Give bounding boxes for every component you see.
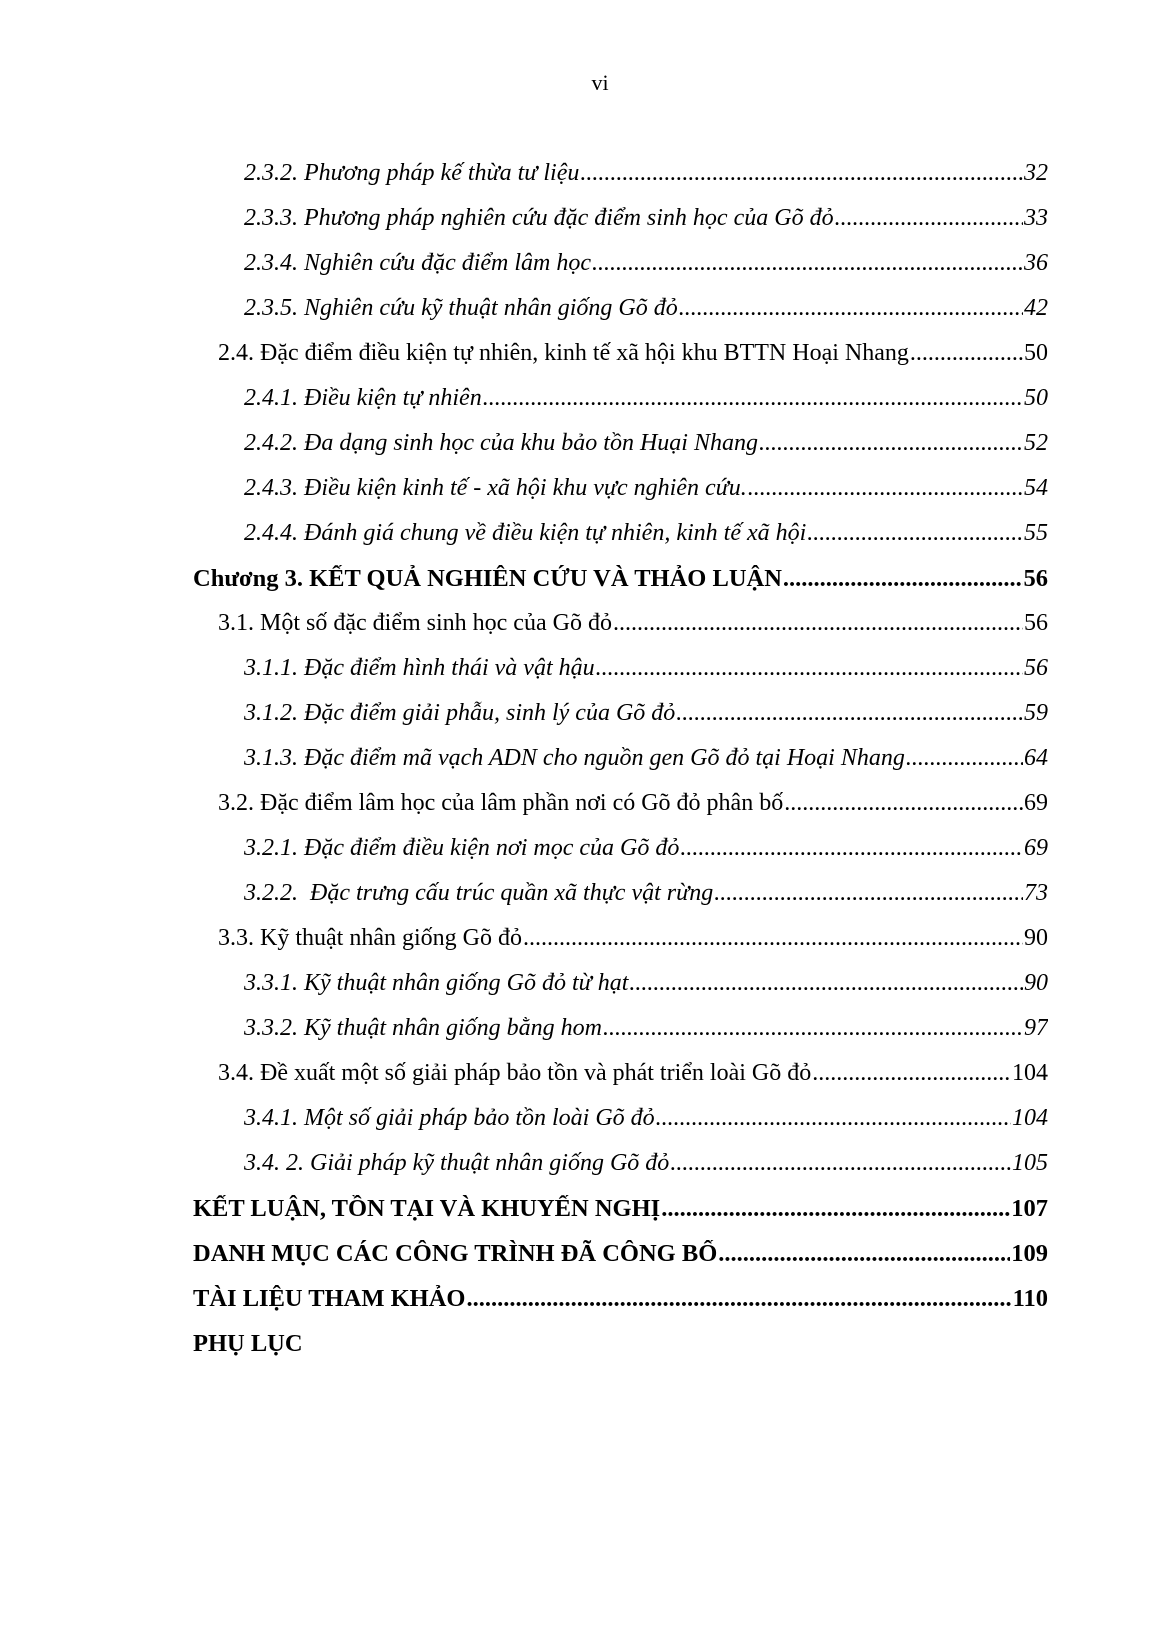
toc-entry-label: 3.3.1. Kỹ thuật nhân giống Gõ đỏ từ hạt bbox=[244, 970, 629, 996]
toc-entry-appendix[interactable] bbox=[193, 1330, 1048, 1364]
toc-leader-dots bbox=[718, 1240, 1010, 1268]
toc-leader-dots bbox=[680, 835, 1023, 862]
toc-entry-2-3-4[interactable] bbox=[244, 250, 1048, 284]
toc-leader-dots bbox=[784, 790, 1023, 817]
toc-entry-label: 3.4.1. Một số giải pháp bảo tồn loài Gõ đỏ bbox=[244, 1105, 655, 1131]
toc-entry-2-3-2[interactable] bbox=[244, 160, 1048, 194]
toc-entry-label: Chương 3. KẾT QUẢ NGHIÊN CỨU VÀ THẢO LUẬN bbox=[193, 565, 782, 592]
toc-leader-dots bbox=[580, 160, 1023, 187]
toc-entry-2-4-3[interactable] bbox=[244, 475, 1048, 509]
toc-entry-3-1[interactable] bbox=[218, 610, 1048, 644]
toc-entry-label: 2.4.1. Điều kiện tự nhiên bbox=[244, 385, 482, 411]
toc-leader-dots bbox=[807, 520, 1023, 547]
toc-entry-label: 3.4. Đề xuất một số giải pháp bảo tồn và phát triển loài Gõ đỏ bbox=[218, 1060, 812, 1086]
toc-entry-label: 3.2.2. Đặc trưng cấu trúc quần xã thực vật rừng bbox=[244, 880, 714, 906]
toc-leader-dots bbox=[759, 430, 1023, 457]
toc-entry-2-3-3[interactable] bbox=[244, 205, 1048, 239]
toc-leader-dots bbox=[656, 1105, 1011, 1132]
toc-leader-dots bbox=[661, 1195, 1010, 1223]
toc-leader-dots bbox=[676, 700, 1023, 727]
toc-entry-label: 2.3.5. Nghiên cứu kỹ thuật nhân giống Gõ đỏ bbox=[244, 295, 678, 321]
toc-leader-dots bbox=[783, 565, 1023, 593]
toc-leader-dots bbox=[812, 1060, 1011, 1087]
toc-entry-3-1-2[interactable] bbox=[244, 700, 1048, 734]
toc-entry-page: 109 bbox=[1011, 1240, 1048, 1267]
toc-leader-dots bbox=[670, 1150, 1011, 1177]
toc-entry-3-2[interactable] bbox=[218, 790, 1048, 824]
toc-entry-label: 2.3.3. Phương pháp nghiên cứu đặc điểm sinh học của Gõ đỏ bbox=[244, 205, 834, 231]
toc-entry-page: 107 bbox=[1011, 1195, 1048, 1222]
toc-entry-label: 3.1.3. Đặc điểm mã vạch ADN cho nguồn gen Gõ đỏ tại Hoại Nhang bbox=[244, 745, 905, 771]
toc-entry-3-1-1[interactable] bbox=[244, 655, 1048, 689]
toc-entry-label: 2.4. Đặc điểm điều kiện tự nhiên, kinh tế xã hội khu BTTN Hoại Nhang bbox=[218, 340, 909, 366]
toc-leader-dots bbox=[523, 925, 1023, 952]
toc-entry-2-3-5[interactable] bbox=[244, 295, 1048, 329]
toc-entry-page: 64 bbox=[1024, 745, 1048, 771]
toc-entry-3-3[interactable] bbox=[218, 925, 1048, 959]
toc-entry-chapter-3[interactable] bbox=[193, 565, 1048, 599]
toc-entry-page: 104 bbox=[1012, 1105, 1048, 1131]
toc-entry-page: 97 bbox=[1024, 1015, 1048, 1041]
toc-entry-page: 56 bbox=[1023, 565, 1048, 592]
toc-entry-conclusions[interactable] bbox=[193, 1195, 1048, 1229]
toc-entry-page: 36 bbox=[1024, 250, 1048, 276]
toc-entry-page: 90 bbox=[1024, 970, 1048, 996]
toc-entry-label: 3.3.2. Kỹ thuật nhân giống bằng hom bbox=[244, 1015, 602, 1041]
toc-leader-dots bbox=[629, 970, 1023, 997]
toc-entry-page: 110 bbox=[1012, 1285, 1048, 1312]
toc-entry-label: 3.3. Kỹ thuật nhân giống Gõ đỏ bbox=[218, 925, 522, 951]
toc-entry-label: 3.1.2. Đặc điểm giải phẫu, sinh lý của Gõ đỏ bbox=[244, 700, 676, 726]
toc-entry-page: 55 bbox=[1024, 520, 1048, 546]
toc-entry-3-2-2[interactable] bbox=[244, 880, 1048, 914]
toc-entry-2-4[interactable] bbox=[218, 340, 1048, 374]
toc-entry-label: 2.3.4. Nghiên cứu đặc điểm lâm học bbox=[244, 250, 592, 276]
toc-entry-page: 42 bbox=[1024, 295, 1048, 321]
toc-leader-dots bbox=[906, 745, 1023, 772]
toc-entry-page: 56 bbox=[1024, 655, 1048, 681]
toc-entry-label: DANH MỤC CÁC CÔNG TRÌNH ĐÃ CÔNG BỐ bbox=[193, 1240, 718, 1267]
page-number: vi bbox=[591, 70, 609, 95]
toc-entry-publications[interactable] bbox=[193, 1240, 1048, 1274]
toc-leader-dots bbox=[679, 295, 1023, 322]
toc-leader-dots bbox=[613, 610, 1023, 637]
toc-entry-label: 2.4.2. Đa dạng sinh học của khu bảo tồn Huại Nhang bbox=[244, 430, 758, 456]
toc-leader-dots bbox=[483, 385, 1023, 412]
toc-entry-2-4-4[interactable] bbox=[244, 520, 1048, 554]
toc-entry-3-4-1[interactable] bbox=[244, 1105, 1048, 1139]
toc-entry-label: 2.3.2. Phương pháp kế thừa tư liệu bbox=[244, 160, 580, 186]
toc-leader-dots bbox=[910, 340, 1023, 367]
toc-entry-page: 59 bbox=[1024, 700, 1048, 726]
toc-entry-label: 2.4.3. Điều kiện kinh tế - xã hội khu vực nghiên cứu. bbox=[244, 475, 747, 501]
toc-leader-dots bbox=[835, 205, 1023, 232]
toc-entry-2-4-2[interactable] bbox=[244, 430, 1048, 464]
toc-entry-3-4-2[interactable] bbox=[244, 1150, 1048, 1184]
toc-entry-page: 54 bbox=[1024, 475, 1048, 501]
toc-leader-dots bbox=[467, 1285, 1012, 1313]
toc-entry-page: 56 bbox=[1024, 610, 1048, 636]
toc-entry-page: 52 bbox=[1024, 430, 1048, 456]
toc-entry-label: 3.4. 2. Giải pháp kỹ thuật nhân giống Gõ đỏ bbox=[244, 1150, 670, 1176]
toc-leader-dots bbox=[714, 880, 1023, 907]
toc-entry-label: 3.2.1. Đặc điểm điều kiện nơi mọc của Gõ đỏ bbox=[244, 835, 680, 861]
toc-entry-3-2-1[interactable] bbox=[244, 835, 1048, 869]
toc-entry-page: 104 bbox=[1012, 1060, 1048, 1086]
toc-entry-label: KẾT LUẬN, TỒN TẠI VÀ KHUYẾN NGHỊ bbox=[193, 1195, 661, 1222]
toc-entry-page: 105 bbox=[1012, 1150, 1048, 1176]
toc-entry-2-4-1[interactable] bbox=[244, 385, 1048, 419]
toc-leader-dots bbox=[603, 1015, 1023, 1042]
toc-entry-references[interactable] bbox=[193, 1285, 1048, 1319]
toc-leader-dots bbox=[596, 655, 1023, 682]
toc-entry-label: 3.1. Một số đặc điểm sinh học của Gõ đỏ bbox=[218, 610, 612, 636]
toc-entry-label: TÀI LIỆU THAM KHẢO bbox=[193, 1285, 466, 1312]
toc-entry-3-3-2[interactable] bbox=[244, 1015, 1048, 1049]
toc-entry-page: 69 bbox=[1024, 790, 1048, 816]
toc-entry-page: 50 bbox=[1024, 340, 1048, 366]
toc-leader-dots bbox=[748, 475, 1023, 502]
toc-entry-label: 2.4.4. Đánh giá chung về điều kiện tự nhiên, kinh tế xã hội bbox=[244, 520, 807, 546]
toc-entry-page: 69 bbox=[1024, 835, 1048, 861]
toc-entry-label: 3.2. Đặc điểm lâm học của lâm phần nơi có Gõ đỏ phân bố bbox=[218, 790, 784, 816]
toc-entry-3-4[interactable] bbox=[218, 1060, 1048, 1094]
toc-entry-label: PHỤ LỤC bbox=[193, 1330, 303, 1357]
toc-entry-page: 32 bbox=[1024, 160, 1048, 186]
toc-leader-dots bbox=[592, 250, 1023, 277]
toc-entry-3-3-1[interactable] bbox=[244, 970, 1048, 1004]
toc-entry-page: 90 bbox=[1024, 925, 1048, 951]
toc-entry-label: 3.1.1. Đặc điểm hình thái và vật hậu bbox=[244, 655, 595, 681]
toc-entry-page: 33 bbox=[1024, 205, 1048, 231]
toc-entry-page: 50 bbox=[1024, 385, 1048, 411]
toc-entry-3-1-3[interactable] bbox=[244, 745, 1048, 779]
toc-entry-page: 73 bbox=[1024, 880, 1048, 906]
